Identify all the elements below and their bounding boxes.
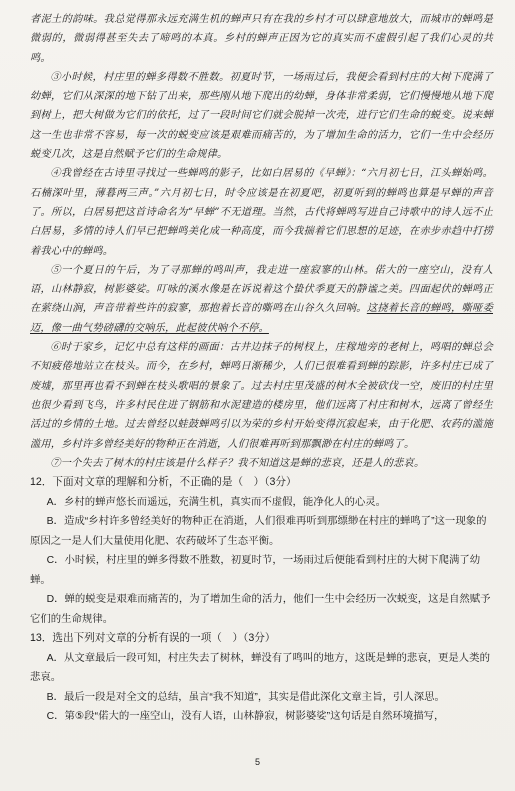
question-13 [30, 629, 493, 727]
question-12-option-d: D．蝉的蜕变是艰难而痛苦的，为了增加生命的活力，他们一生中会经历一次蜕变，这是自然赋予它们的生命规律。 [30, 594, 491, 625]
question-12-title: 12．下面对文章的理解和分析，不正确的是（ ）（3分） [30, 476, 297, 489]
page-number: 5 [254, 757, 260, 767]
question-12 [30, 473, 493, 629]
question-13-option-a: A．从文章最后一段可知，村庄失去了树林，蝉没有了鸣叫的地方，这既是蝉的悲哀，更是人类的悲哀。 [30, 652, 490, 684]
passage-para-5 [30, 261, 493, 338]
question-13-option-b: B．最后一段是对全文的总结，虽言“我不知道”，其实是借此深化文章主旨，引人深思。 [46, 691, 445, 703]
question-13-title: 13．选出下列对文章的分析有误的一项（ ）（3分） [30, 632, 276, 645]
passage-line-1: 者泥土的韵味。我总觉得那永远充满生机的蝉声只有在我的乡村才可以肆意地放大，而城市的蝉鸣是微弱的，微弱得甚至失去了啼鸣的本真。乡村的蝉声正因为它的真实而不虚假引起了我们心灵的共鸣。 [30, 14, 493, 64]
question-12-option-b: B．造成“乡村许多曾经美好的物种正在消逝，人们很难再听到那缥缈在村庄的蝉鸣了”这一现象的原因之一是人们大量使用化肥、农药破坏了生态平衡。 [30, 516, 487, 547]
passage-para-7: ⑦一个失去了树木的村庄该是什么样子？我不知道这是蝉的悲哀，还是人的悲哀。 [50, 457, 425, 469]
passage-para-3: ③小时候，村庄里的蝉多得数不胜数。初夏时节，一场雨过后，我便会看到村庄的大树下爬满了幼蝉，它们从深深的地下钻了出来，那些刚从地下爬出的幼蝉，身体非常柔弱，它们慢慢地从地下爬到树上，把大树做为它们的依托，过了一段时间它们就会脱掉一次壳，进行它们生命的蜕变。说来蝉这一生也非常不容易，每一次的蜕变应该是艰难而痛苦的，为了增加生命的活力，它们一生中会经历蜕变几次，这是自然赋予它们的生命规律。 [30, 71, 493, 161]
question-12-option-a: A．乡村的蝉声悠长而遥远，充满生机，真实而不虚假，能净化人的心灵。 [46, 496, 387, 508]
question-12-option-c: C．小时候，村庄里的蝉多得数不胜数，初夏时节，一场雨过后便能看到村庄的大树下爬满了幼蝉。 [30, 555, 481, 586]
passage-para-6: ⑥时于家乡，记忆中总有这样的画面：古井边抹子的树杈上，庄稼地旁的老树上，鸣唱的蝉总会不知疲倦地站立在枝头。而今，在乡村，蝉鸣日渐稀少，人们已很难看到蝉的踪影，许多村庄已成了废墟，那里再也看不到蝉在枝头歌唱的景象了。过去村庄里茂盛的树木全被砍伐一空，废旧的村庄里也很少看到飞鸟，许多村民住进了钢筋和水泥建造的楼房里，他们远离了村庄和树木，远离了曾经生活过的乡情的土地。过去曾经以蛙鼓蝉鸣引以为荣的乡村开始变得沉寂起来，由于化肥、农药的滥施滥用，乡村许多曾经美好的物种正在消逝，人们很难再听到那飘渺在村庄的蝉鸣了。 [30, 342, 493, 450]
passage-para-5-text: ⑤一个夏日的午后，为了寻那蝉的鸣叫声，我走进一座寂寥的山林。偌大的一座空山，没有人语，山林静寂，树影婆娑。叮咏的溪水像是在诉说着这个蛰伏季夏天的静谧之美。四面起伏的蝉鸣正在萦绕山涧，声音带着些许的寂寥，那抱着长音的嘶鸣在山谷久久回响。 [30, 264, 493, 315]
passage-para-4: ④我曾经在古诗里寻找过一些蝉鸣的影子，比如白居易的《早蝉》：“六月初七日，江头蝉始鸣。石楠深叶里，薄暮两三声。”六月初七日，时令应该是在初夏吧，初夏听到的蝉鸣也算是早蝉的声音了。所以，白居易把这首诗命名为“早蝉”不无道理。当然，古代将蝉鸣写进自己诗歌中的诗人远不止白居易，多情的诗人们早已把蝉鸣美化成一种高度，而今我揣着它们思想的足迹，在赤步赤趋中打捞着我心中的蝉鸣。 [30, 168, 493, 257]
question-13-option-c: C．第⑤段“偌大的一座空山，没有人语，山林静寂，树影婆娑”这句话是自然环境描写， [46, 711, 445, 723]
underlined-sentence: 这挠着长音的蝉鸣，嘶哑委迈，像一曲气势磅礴的交响乐，此起彼伏响个不停。 [30, 303, 493, 334]
